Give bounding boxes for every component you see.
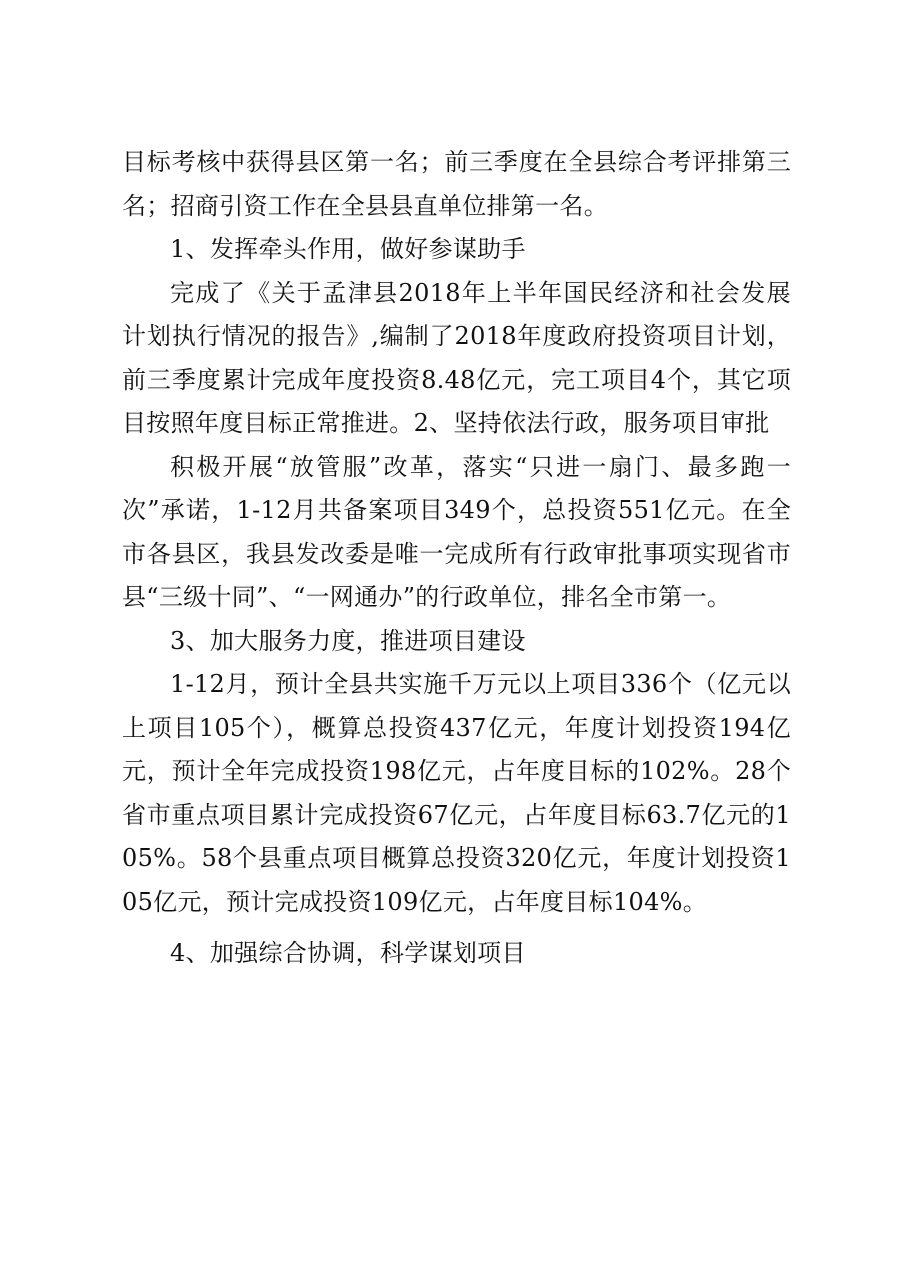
paragraph-4: 1-12月，预计全县共实施千万元以上项目336个（亿元以上项目105个），概算总投资437亿元，年度计划投资194亿元，预计全年完成投资198亿元，占年度目标的102%。28个省市重点项目累计完成投资67亿元，占年度目标63.7亿元的105%。58个县重点项目概算总投资320亿元，年度计划投资105亿元，预计完成投资109亿元，占年度目标104%。 [122, 670, 791, 916]
heading-3: 3、加大服务力度，推进项目建设 [170, 626, 526, 655]
paragraph-1: 目标考核中获得县区第一名；前三季度在全县综合考评排第三名；招商引资工作在全县县直单位排第一名。 [122, 148, 791, 220]
paragraph-3: 积极开展“放管服”改革，落实“只进一扇门、最多跑一次”承诺，1-12月共备案项目349个，总投资551亿元。在全市各县区，我县发改委是唯一完成所有行政审批事项实现省市县“三级十同”、“一网通办”的行政单位，排名全市第一。 [122, 452, 791, 611]
heading-4: 4、加强综合协调，科学谋划项目 [170, 939, 526, 967]
heading-1: 1、发挥牵头作用，做好参谋助手 [170, 235, 526, 263]
paragraph-2: 完成了《关于孟津县2018年上半年国民经济和社会发展计划执行情况的报告》,编制了2018年度政府投资项目计划，前三季度累计完成年度投资8.48亿元，完工项目4个，其它项目按照年度目标正常推进。2、坚持依法行政，服务项目审批 [122, 278, 791, 437]
